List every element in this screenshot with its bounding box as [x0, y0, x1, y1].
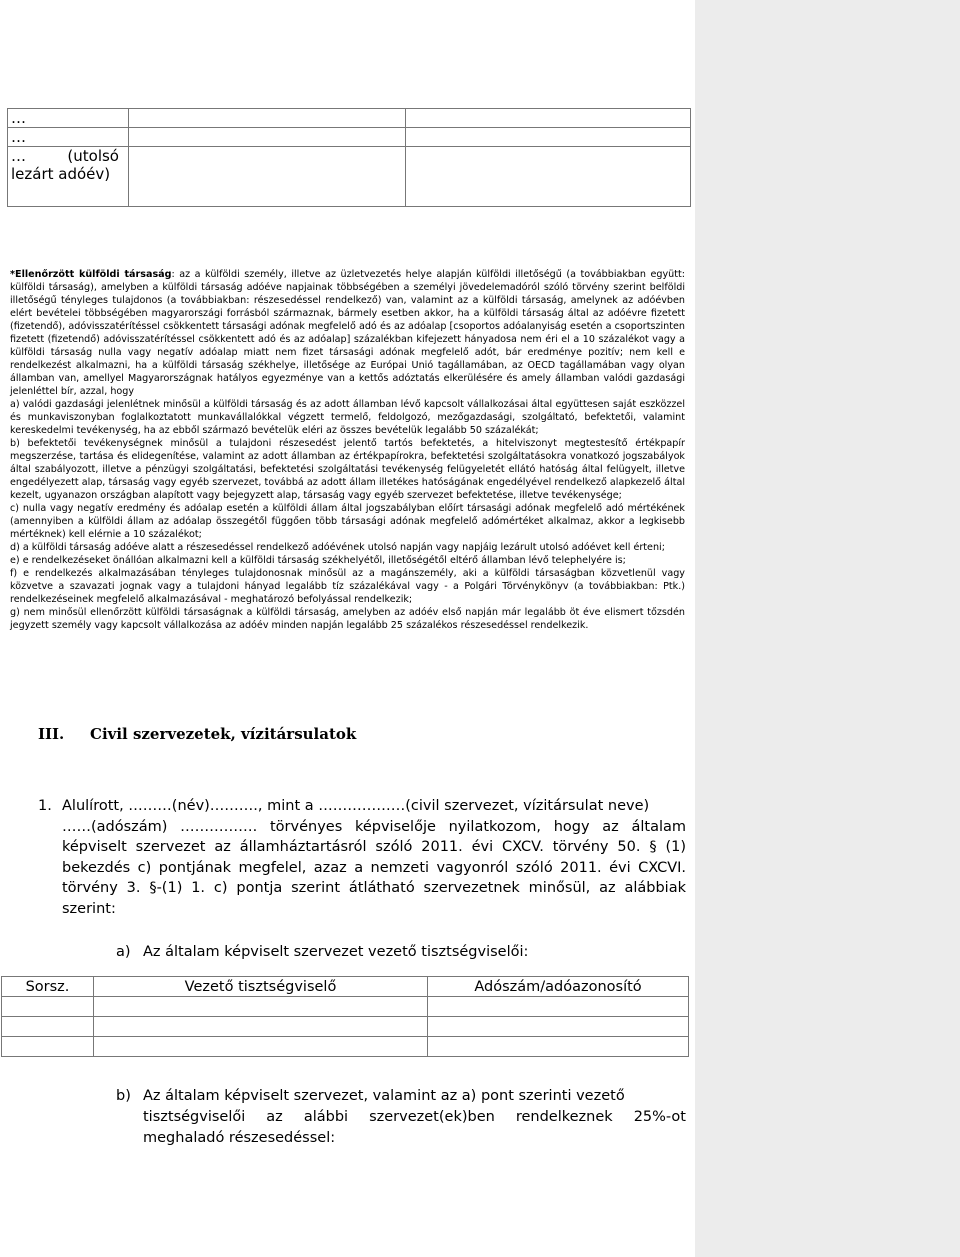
table-cell[interactable]: [2, 1037, 94, 1057]
section-number: III.: [38, 725, 65, 743]
table-row: [2, 1037, 689, 1057]
table-row: [2, 997, 689, 1017]
footnote-item-a: a) valódi gazdasági jelenlétnek minősül a külföldi társaság és az adott államban lévő kapcsolt vállalkozásai által együttesen saját eszközzel és munkaviszonyban foglalkoztatott munkavállalókkal végzett termelő, feldolgozó, mezőgazdasági, szolgáltató, befektetői, valamint kereskedelmi tevékenység, ha az ebből származó bevételük eléri az összes bevételük legalább 50 százalékát;: [10, 399, 685, 436]
table-cell[interactable]: [94, 997, 428, 1017]
subitem-b: [116, 1086, 686, 1149]
declaration-text: Alulírott, ………(név)………., mint a ………………(civil szervezet, vízitársulat neve): [62, 798, 650, 814]
subitem-text: Az általam képviselt szervezet vezető tisztségviselői:: [143, 944, 529, 960]
page-margin-panel: [695, 0, 960, 1257]
footnote: [10, 268, 685, 632]
adoev-table: [7, 108, 691, 207]
row-label: … (utolsó lezárt adóév): [11, 147, 119, 183]
footnote-intro-text: : az a külföldi személy, illetve az üzletvezetés helye alapján külföldi illetőségű (a továbbiakban együtt: külföldi társaság), amelyben a külföldi társaság adóéve napjainak többségében a személyi jövedelemadóról szóló törvény szerint belföldi illetőségű tényleges tulajdonos (a továbbiakban: részesedéssel rendelkező) van, valamint az a külföldi társaság, amelynek az adóévben elért bevételei többségében magyarországi forrásból származnak, bármely esetben akkor, ha a külföldi társaság által az adóévre fizetett (fizetendő), adóvisszatérítéssel csökkentett társasági adónak megfelelő adó és az adóalap [csoportos adóalanyiság esetén a csoportszinten fizetett (fizetendő) adóvisszatérítéssel csökkentett adó és az adóalap] százalékban kifejezett hányadosa nem éri el a 10 százalékot vagy a külföldi társaság nulla vagy negatív adóalap miatt nem fizet társasági adónak megfelelő adót, bár eredménye pozitív; nem kell e rendelkezést alkalmazni, ha a külföldi társaság székhelye, illetősége az Európai Unió tagállamában, az OECD tagállamában vagy olyan államban van, amellyel Magyarországnak hatályos egyezménye van a kettős adóztatás elkerülésére és amely államban valódi gazdasági jelenléttel bír, azzal, hogy: [10, 269, 685, 397]
declaration-continuation: ……(adószám) ……………. törvényes képviselője nyilatkozom, hogy az általam képviselt szervezet az államháztartásról szóló 2011. évi CXCV. törvény 50. § (1) bekezdés c) pontjának megfelel, azaz a nemzeti vagyonról szóló 2011. évi CXCVI. törvény 3. §-(1) 1. c) pontja szerint átlátható szervezetnek minősül, az alábbiak szerint:: [62, 818, 686, 917]
column-header-sorsz: Sorsz.: [2, 977, 94, 997]
table-cell: [406, 109, 691, 128]
declaration-first-line: [38, 796, 686, 817]
section-heading: [38, 725, 356, 743]
table-cell: [8, 128, 129, 147]
footnote-term: *Ellenőrzött külföldi társaság: [10, 269, 172, 280]
table-cell[interactable]: [428, 997, 689, 1017]
table-cell[interactable]: [2, 997, 94, 1017]
footnote-item-d: d) a külföldi társaság adóéve alatt a részesedéssel rendelkező adóévének utolsó napján vagy napjáig lezárult utolsó adóévet kell érteni;: [10, 542, 665, 553]
footnote-intro: [10, 268, 685, 398]
column-header-officer: Vezető tisztségviselő: [94, 977, 428, 997]
table-cell[interactable]: [428, 1037, 689, 1057]
table-cell: [129, 109, 406, 128]
table-cell: [406, 128, 691, 147]
table-row: [8, 109, 691, 128]
item-number: 1.: [38, 798, 52, 814]
table-cell: [129, 128, 406, 147]
officers-table: [1, 976, 689, 1057]
footnote-item-e: e) e rendelkezéseket önállóan alkalmazni kell a külföldi társaság székhelyétől, illetőségétől eltérő államban lévő telephelyére is;: [10, 555, 626, 566]
subitem-a: [116, 942, 528, 962]
table-header-row: [2, 977, 689, 997]
footnote-item-g: g) nem minősül ellenőrzött külföldi társaságnak a külföldi társaság, amelyben az adóév első napján már legalább öt éve elismert tőzsdén jegyzett személy vagy kapcsolt vállalkozása az adóév minden napján legalább 25 százalékos részesedéssel rendelkezik.: [10, 607, 685, 631]
column-header-taxid: Adószám/adóazonosító: [428, 977, 689, 997]
section-title: Civil szervezetek, vízitársulatok: [90, 725, 357, 743]
table-row: [8, 147, 691, 207]
table-cell[interactable]: [428, 1017, 689, 1037]
subitem-text: Az általam képviselt szervezet, valamint az a) pont szerinti vezető: [143, 1088, 625, 1104]
subitem-b-continuation: tisztségviselői az alábbi szervezet(ek)ben rendelkeznek 25%-ot meghaladó részesedéssel:: [143, 1109, 686, 1146]
subitem-b-first-line: [116, 1086, 686, 1107]
table-cell: [406, 147, 691, 207]
table-cell[interactable]: [2, 1017, 94, 1037]
row-label: …: [11, 128, 26, 146]
footnote-item-f: f) e rendelkezés alkalmazásában tényleges tulajdonosnak minősül az a magánszemély, aki a külföldi társaságban közvetlenül vagy közvetve a szavazati jognak vagy a tulajdoni hányad legalább tíz százalékával vagy - a Polgári Törvénykönyv (a továbbiakban: Ptk.) rendelkezéseinek megfelelő alkalmazásával - meghatározó befolyással rendelkezik;: [10, 568, 685, 605]
footnote-item-b: b) befektetői tevékenységnek minősül a tulajdoni részesedést jelentő tartós befektetés, a hitelviszonyt megtestesítő értékpapír megszerzése, tartása és elidegenítése, valamint az adott államban az értékpapírokra, befektetési szolgáltatásokra vonatkozó jogszabályok által szabályozott, illetve a pénzügyi szolgáltatási, befektetési szolgáltatási tevékenység felügyeletét ellátó hatóság által felügyelt, illetve engedélyezett alap, társaság vagy egyéb szervezet, továbbá az adott állam illetékes hatóságának engedélyével rendelkező alapkezelő által kezelt, ugyanazon országban alapított vagy bejegyzett alap, társaság vagy egyéb szervezet befektetése, illetve tevékenysége;: [10, 438, 685, 501]
subitem-label: b): [116, 1088, 131, 1104]
table-row: [8, 128, 691, 147]
row-label: …: [11, 109, 26, 127]
table-cell[interactable]: [94, 1037, 428, 1057]
table-cell[interactable]: [94, 1017, 428, 1037]
subitem-label: a): [116, 944, 131, 960]
table-row: [2, 1017, 689, 1037]
declaration-item-1: [38, 796, 686, 919]
table-cell: [129, 147, 406, 207]
footnote-item-c: c) nulla vagy negatív eredmény és adóalap esetén a külföldi állam által jogszabályban előírt társasági adónak megfelelő adó mértékének (amennyiben a külföldi állam az adóalap összegétől függően több társasági adónak megfelelő adómértéket alkalmaz, akkor a legkisebb mértéknek) kell elérnie a 10 százalékot;: [10, 503, 685, 540]
table-cell: [8, 109, 129, 128]
table-cell: [8, 147, 129, 207]
